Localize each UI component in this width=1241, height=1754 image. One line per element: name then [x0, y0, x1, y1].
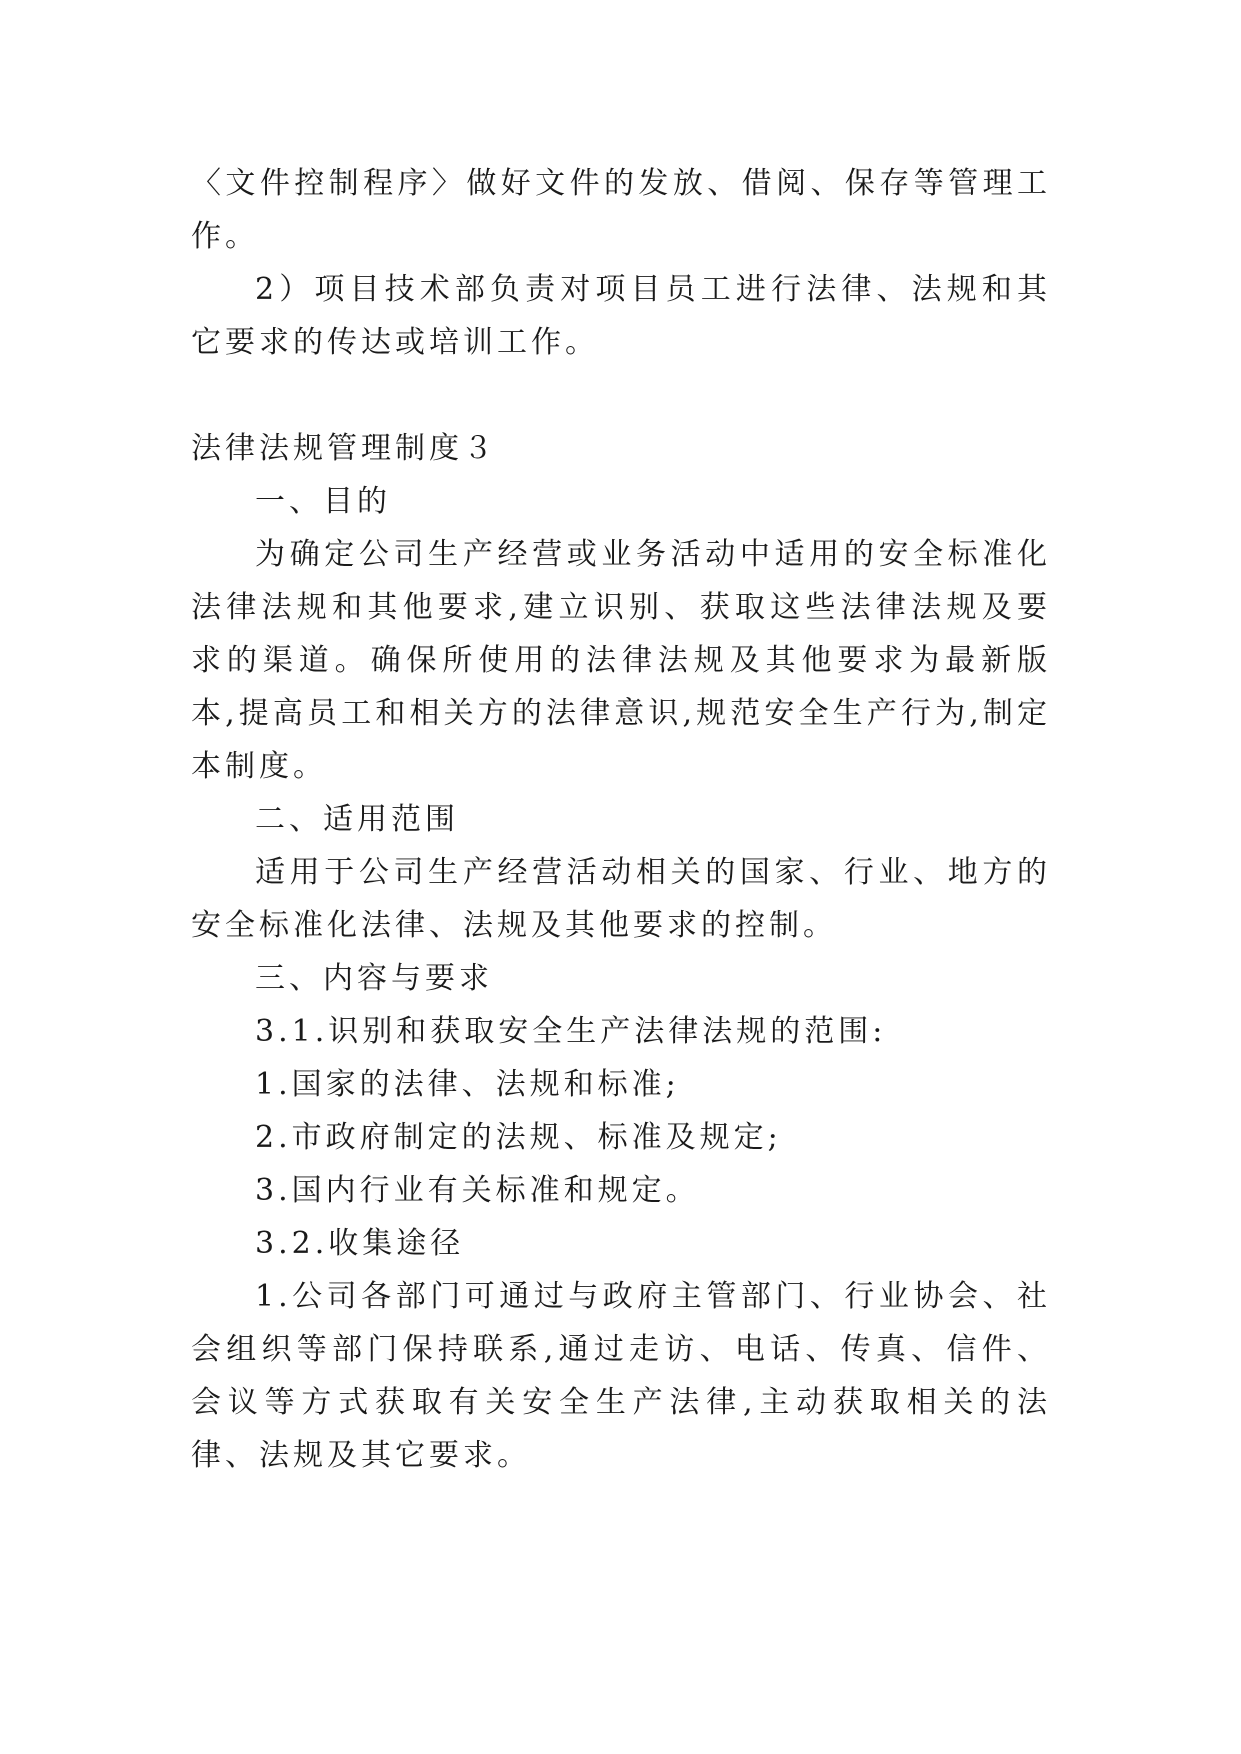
- subsection-identify-scope: 3.1.识别和获取安全生产法律法规的范围:: [255, 1014, 887, 1049]
- subsection-collection-channels: 3.2.收集途径: [255, 1226, 465, 1261]
- section-gap: [191, 369, 1051, 422]
- paragraph-scope: 适用于公司生产经营活动相关的国家、行业、地方的安全标准化法律、法规及其他要求的控制。: [191, 855, 1051, 943]
- paragraph-training: 2）项目技术部负责对项目员工进行法律、法规和其它要求的传达或培训工作。: [191, 272, 1051, 360]
- list-item-national: 1.国家的法律、法规和标准;: [255, 1067, 680, 1102]
- document-title: 法律法规管理制度３: [191, 431, 497, 466]
- document-body: [191, 157, 1051, 1482]
- paragraph-collection-methods: 1.公司各部门可通过与政府主管部门、行业协会、社会组织等部门保持联系,通过走访、电话、传真、信件、会议等方式获取有关安全生产法律,主动获取相关的法律、法规及其它要求。: [191, 1279, 1051, 1473]
- list-item-industry: 3.国内行业有关标准和规定。: [255, 1173, 700, 1208]
- section-heading-purpose: 一、目的: [255, 484, 391, 519]
- section-heading-scope: 二、适用范围: [255, 802, 459, 837]
- section-heading-content: 三、内容与要求: [255, 961, 493, 996]
- list-item-municipal: 2.市政府制定的法规、标准及规定;: [255, 1120, 782, 1155]
- paragraph-file-control: 〈文件控制程序〉做好文件的发放、借阅、保存等管理工作。: [191, 166, 1051, 254]
- paragraph-purpose: 为确定公司生产经营或业务活动中适用的安全标准化法律法规和其他要求,建立识别、获取这些法律法规及要求的渠道。确保所使用的法律法规及其他要求为最新版本,提高员工和相关方的法律意识,规范安全生产行为,制定本制度。: [191, 537, 1051, 784]
